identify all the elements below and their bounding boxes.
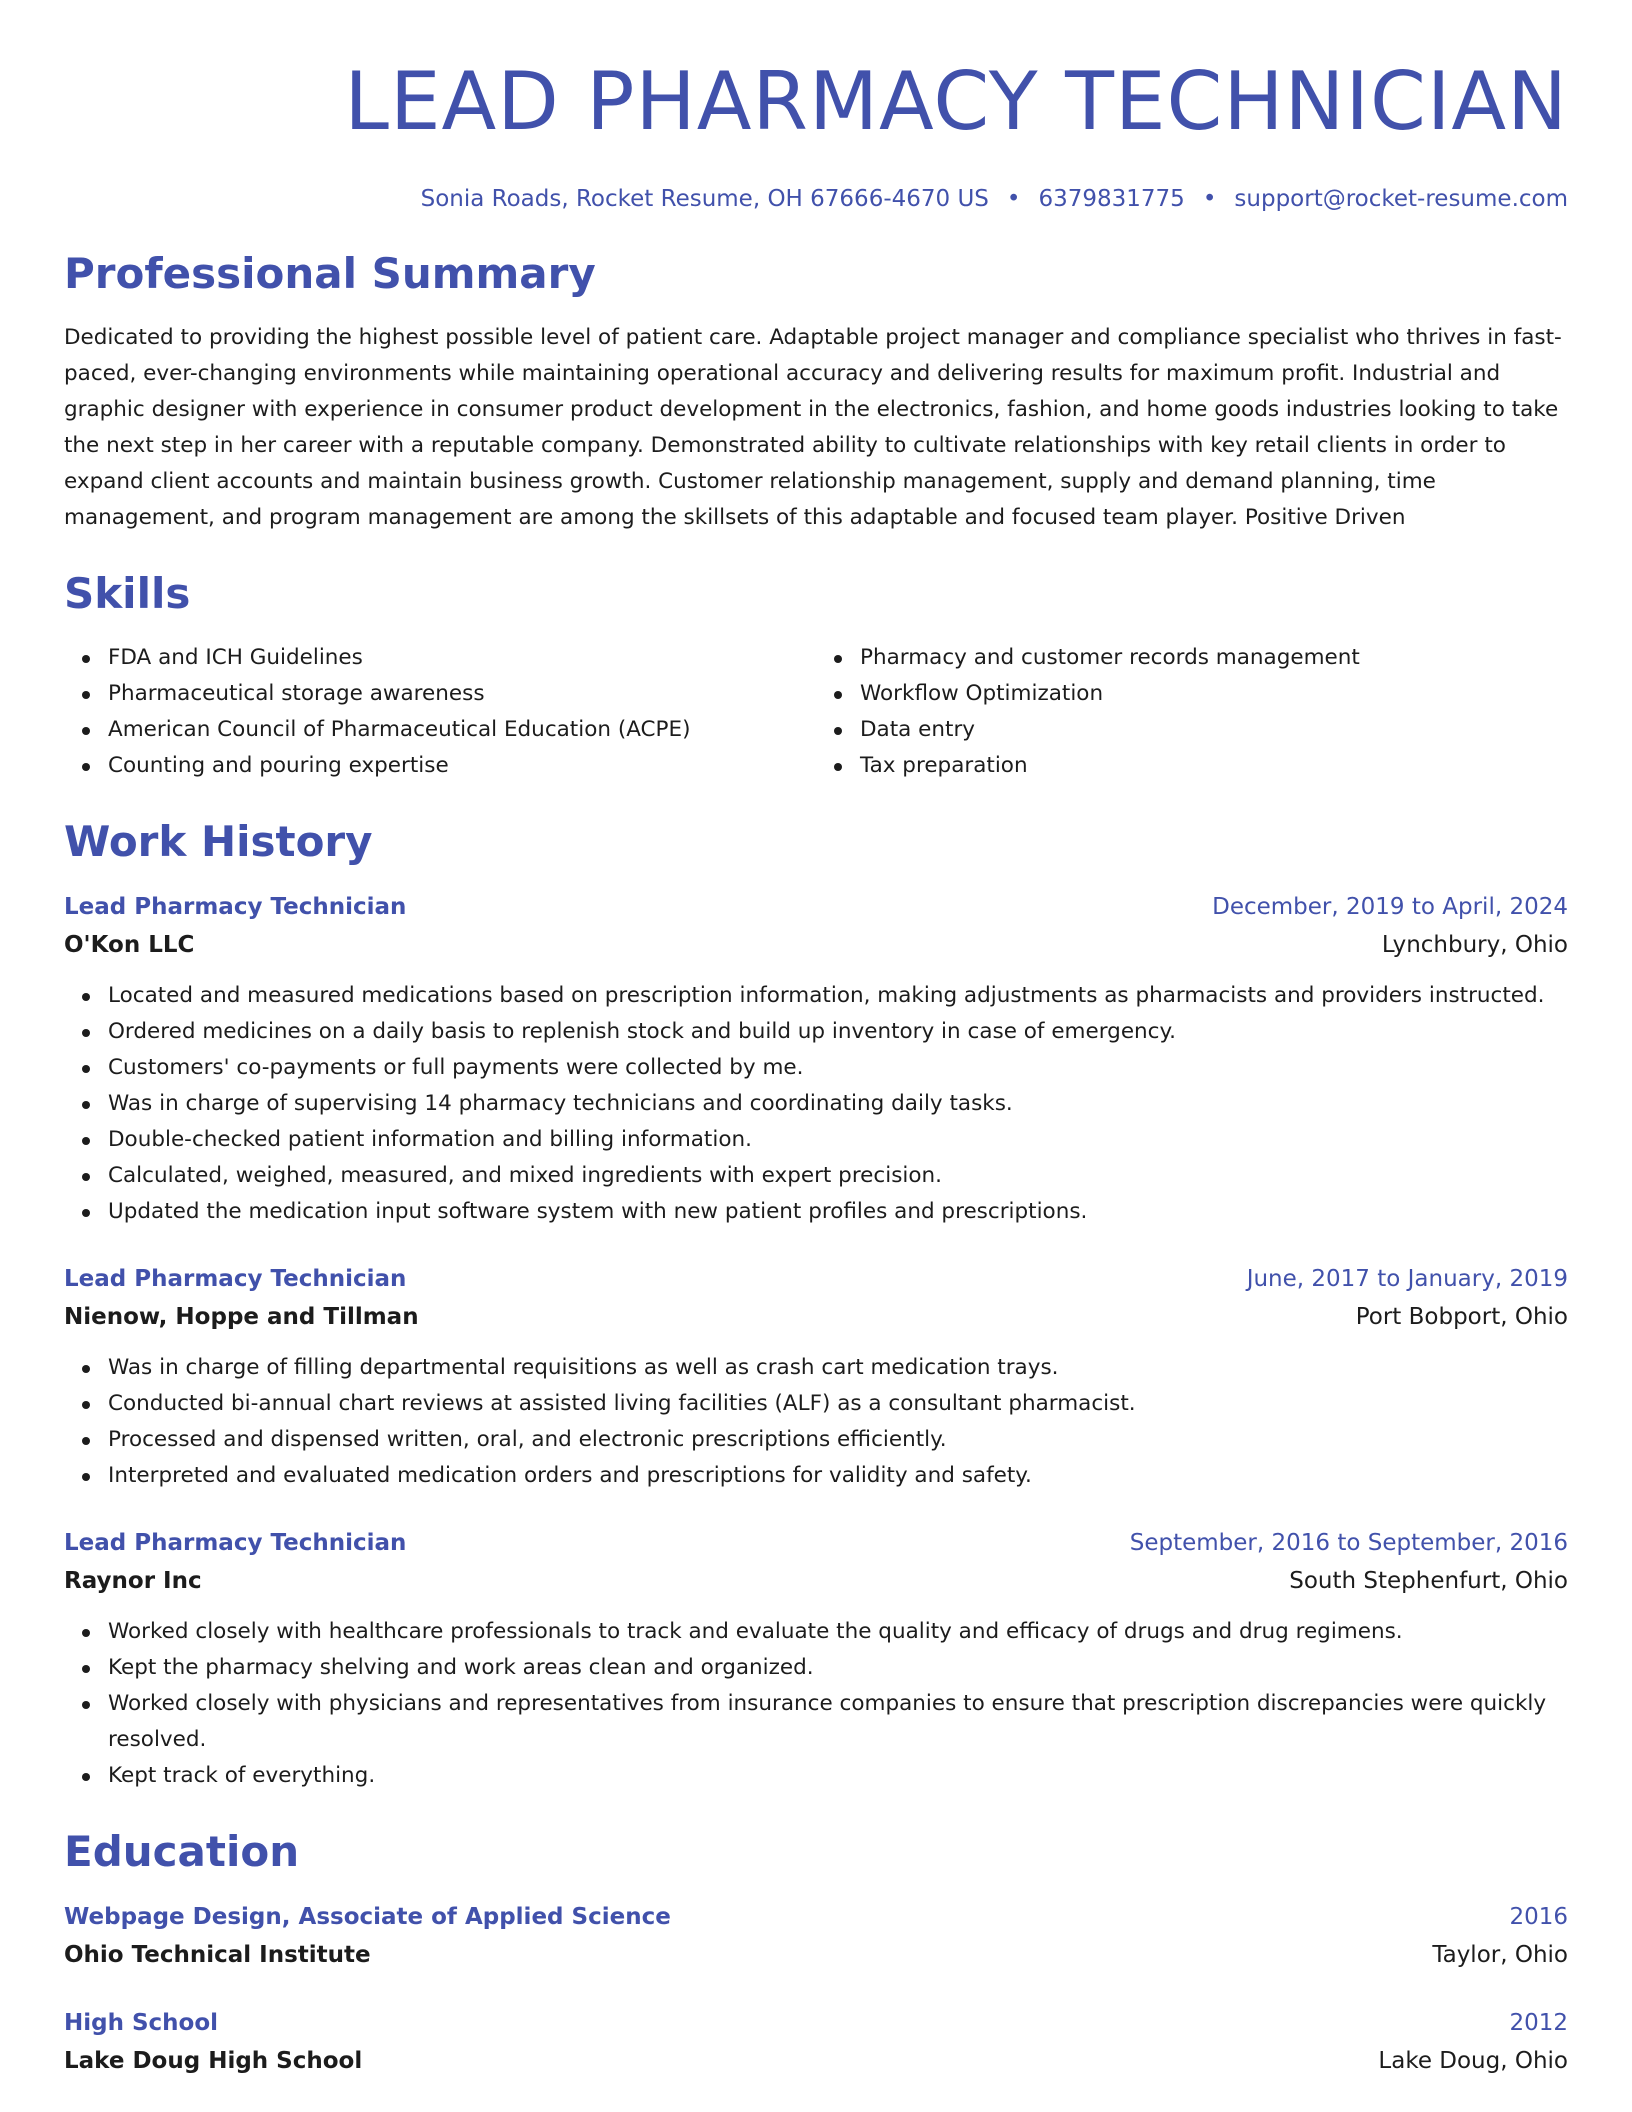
education-section <box>64 1824 1568 2080</box>
contact-separator: • <box>1006 186 1021 212</box>
education-school: Ohio Technical Institute <box>64 1942 371 1968</box>
contact-email[interactable]: support@rocket-resume.com <box>1234 186 1568 212</box>
education-degree: Webpage Design, Associate of Applied Science <box>64 1904 671 1930</box>
job-bullet: Processed and dispensed written, oral, and electronic prescriptions efficiently. <box>64 1422 1568 1458</box>
education-entry <box>64 2004 1568 2080</box>
contact-line <box>64 182 1568 216</box>
education-heading: Education <box>64 1827 300 1876</box>
job-role: Lead Pharmacy Technician <box>64 894 407 920</box>
education-location: Lake Doug, Ohio <box>1378 2048 1568 2074</box>
education-location: Taylor, Ohio <box>1432 1942 1568 1968</box>
resume-header <box>64 0 1568 216</box>
job-role: Lead Pharmacy Technician <box>64 1266 407 1292</box>
skills-right-column <box>816 640 1568 784</box>
job-entry <box>64 888 1568 1230</box>
job-title-row <box>64 1260 1568 1298</box>
job-bullet: Worked closely with healthcare professionals to track and evaluate the quality and efficacy of drugs and drug regimens. <box>64 1614 1568 1650</box>
job-entry <box>64 1260 1568 1494</box>
job-bullets <box>64 1614 1568 1794</box>
education-school-row <box>64 1936 1568 1974</box>
work-history-heading: Work History <box>64 817 373 866</box>
job-role: Lead Pharmacy Technician <box>64 1530 407 1556</box>
job-bullet: Ordered medicines on a daily basis to replenish stock and build up inventory in case of emergency. <box>64 1014 1568 1050</box>
skill-item: Tax preparation <box>816 748 1568 784</box>
job-bullet: Interpreted and evaluated medication orders and prescriptions for validity and safety. <box>64 1458 1568 1494</box>
contact-address: Sonia Roads, Rocket Resume, OH 67666-4670 US <box>420 186 989 212</box>
skill-item: Workflow Optimization <box>816 676 1568 712</box>
job-bullet: Customers' co-payments or full payments were collected by me. <box>64 1050 1568 1086</box>
skill-item: Pharmacy and customer records management <box>816 640 1568 676</box>
job-bullet: Kept track of everything. <box>64 1758 1568 1794</box>
contact-phone[interactable]: 6379831775 <box>1038 186 1185 212</box>
job-company: Nienow, Hoppe and Tillman <box>64 1304 419 1330</box>
job-location: Port Bobport, Ohio <box>1355 1304 1568 1330</box>
job-bullet: Kept the pharmacy shelving and work areas clean and organized. <box>64 1650 1568 1686</box>
job-bullet: Double-checked patient information and billing information. <box>64 1122 1568 1158</box>
job-company: O'Kon LLC <box>64 932 195 958</box>
education-school: Lake Doug High School <box>64 2048 363 2074</box>
job-bullet: Conducted bi-annual chart reviews at assisted living facilities (ALF) as a consultant pharmacist. <box>64 1386 1568 1422</box>
skill-item: Pharmaceutical storage awareness <box>64 676 816 712</box>
education-school-row <box>64 2042 1568 2080</box>
education-degree-row <box>64 1898 1568 1936</box>
resume-title: LEAD PHARMACY TECHNICIAN <box>344 55 1568 148</box>
education-year: 2016 <box>1509 1904 1568 1930</box>
skill-item: Counting and pouring expertise <box>64 748 816 784</box>
job-dates: December, 2019 to April, 2024 <box>1212 894 1568 920</box>
job-title-row <box>64 888 1568 926</box>
job-bullet: Updated the medication input software system with new patient profiles and prescriptions. <box>64 1194 1568 1230</box>
summary-text: Dedicated to providing the highest possible level of patient care. Adaptable project manager and compliance specialist who thrives in fast-paced, ever-changing environments while maintaining operational accuracy and delivering results for maximum profit. Industrial and graphic designer with experience in consumer product development in the electronics, fashion, and home goods industries looking to take the next step in her career with a reputable company. Demonstrated ability to cultivate relationships with key retail clients in order to expand client accounts and maintain business growth. Customer relationship management, supply and demand planning, time management, and program management are among the skillsets of this adaptable and focused team player. Positive Driven <box>64 325 1562 530</box>
job-bullet: Was in charge of filling departmental requisitions as well as crash cart medication trays. <box>64 1350 1568 1386</box>
job-dates: June, 2017 to January, 2019 <box>1246 1266 1568 1292</box>
job-bullet: Located and measured medications based on prescription information, making adjustments as pharmacists and providers instructed. <box>64 978 1568 1014</box>
contact-separator: • <box>1202 186 1217 212</box>
summary-heading: Professional Summary <box>64 249 596 298</box>
education-entry <box>64 1898 1568 1974</box>
job-company-row <box>64 1562 1568 1600</box>
job-location: South Stephenfurt, Ohio <box>1289 1568 1568 1594</box>
job-bullet: Calculated, weighed, measured, and mixed ingredients with expert precision. <box>64 1158 1568 1194</box>
skills-section <box>64 566 1568 784</box>
education-degree: High School <box>64 2010 219 2036</box>
education-year: 2012 <box>1509 2010 1568 2036</box>
job-entry <box>64 1524 1568 1794</box>
education-degree-row <box>64 2004 1568 2042</box>
job-bullet: Worked closely with physicians and representatives from insurance companies to ensure that prescription discrepancies were quickly resolved. <box>64 1686 1568 1758</box>
job-title-row <box>64 1524 1568 1562</box>
job-company: Raynor Inc <box>64 1568 202 1594</box>
job-location: Lynchbury, Ohio <box>1381 932 1568 958</box>
skill-item: American Council of Pharmaceutical Education (ACPE) <box>64 712 816 748</box>
job-bullets <box>64 978 1568 1230</box>
job-company-row <box>64 1298 1568 1336</box>
skill-item: Data entry <box>816 712 1568 748</box>
skills-heading: Skills <box>64 569 191 618</box>
summary-section <box>64 246 1568 536</box>
job-company-row <box>64 926 1568 964</box>
job-dates: September, 2016 to September, 2016 <box>1129 1530 1568 1556</box>
skill-item: FDA and ICH Guidelines <box>64 640 816 676</box>
skills-left-column <box>64 640 816 784</box>
work-history-section <box>64 814 1568 1794</box>
job-bullet: Was in charge of supervising 14 pharmacy technicians and coordinating daily tasks. <box>64 1086 1568 1122</box>
job-bullets <box>64 1350 1568 1494</box>
skills-columns <box>64 640 1568 784</box>
